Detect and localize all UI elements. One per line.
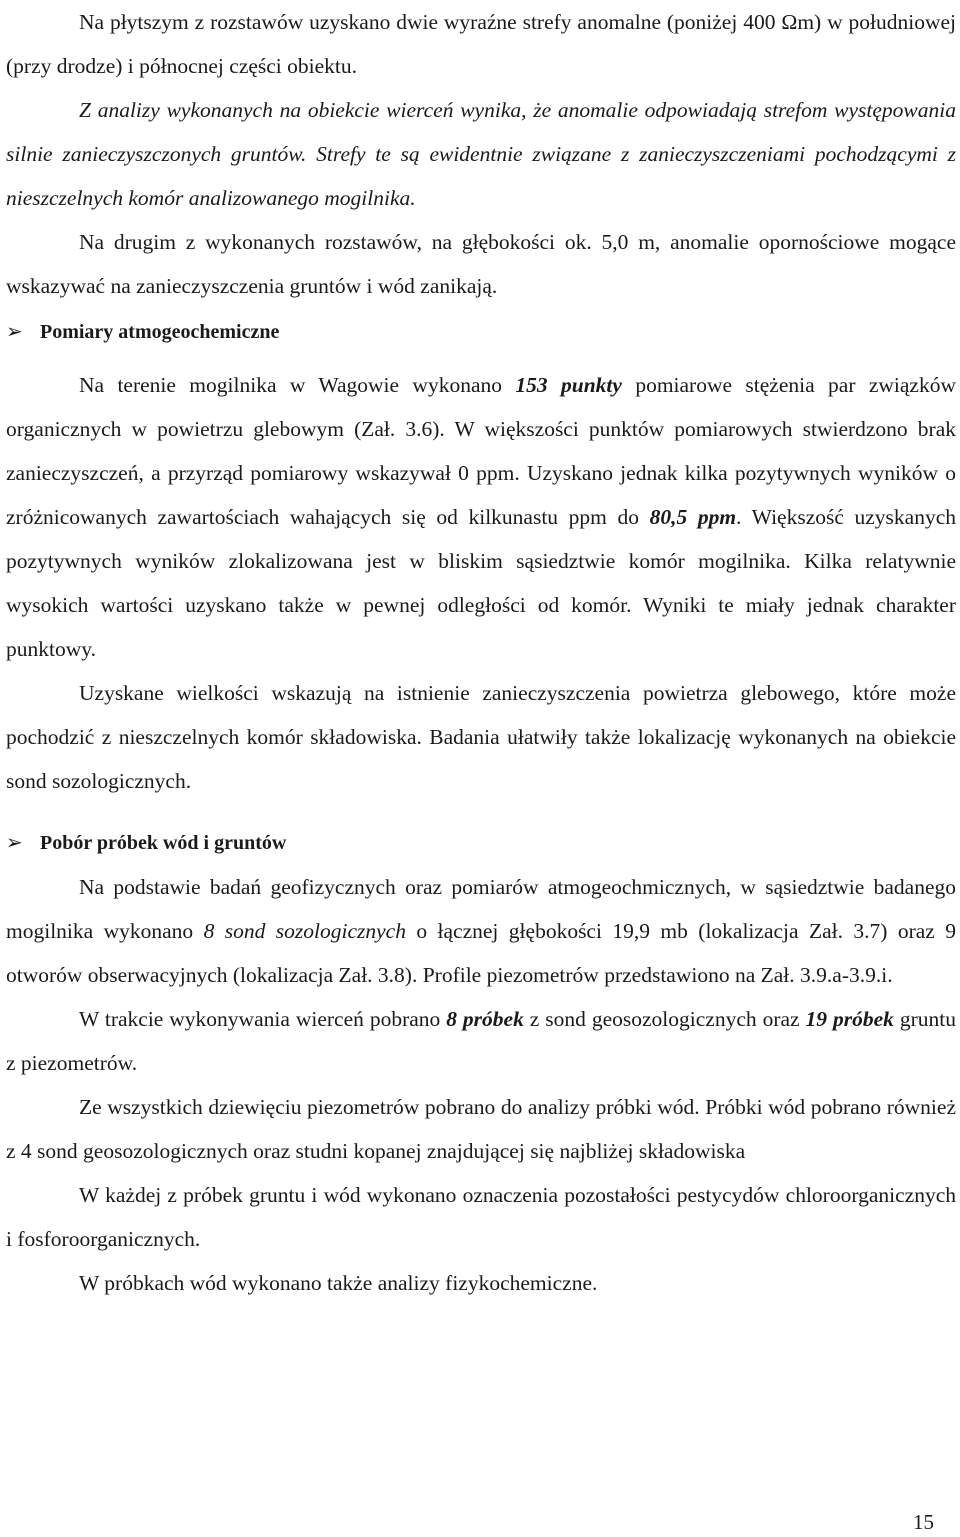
- text-span: z sond geosozologicznych oraz: [523, 1007, 806, 1031]
- section2-paragraph-2: [6, 997, 956, 1085]
- section2-paragraph-1: [6, 865, 956, 997]
- text-span: Na terenie mogilnika w Wagowie wykonano: [79, 373, 516, 397]
- text-span: o łącznej głębokości 19,9 mb (lokalizacja Zał. 3.7) oraz 9 otworów obserwacyjnych (lokalizacja Zał. 3.8). Profile piezometrów przedstawiono na Zał. 3.9.a-3.9.i.: [6, 919, 956, 987]
- text-span: Na podstawie badań geofizycznych oraz pomiarów atmogeochmicznych, w sąsiedztwie badanego mogilnika wykonano: [6, 875, 956, 943]
- text-span: pomiarowe stężenia par związków organicznych w powietrzu glebowym (Zał. 3.6). W większości punktów pomiarowych stwierdzono brak zanieczyszczeń, a przyrząd pomiarowy wskazywał 0 ppm. Uzyskano jednak kilka pozytywnych wyników o zróżnicowanych zawartościach wahających się od kilkunastu ppm do: [6, 373, 957, 529]
- section1-paragraph-2: Uzyskane wielkości wskazują na istnienie zanieczyszczenia powietrza glebowego, które może pochodzić z nieszczelnych komór składowiska. Badania ułatwiły także lokalizację wykonanych na obiekcie sond sozologicznych.: [6, 681, 956, 793]
- section-heading-atmogeochemical: [6, 310, 956, 354]
- section1-paragraph-1: [6, 363, 956, 671]
- section-title: Pobór próbek wód i gruntów: [40, 832, 287, 854]
- intro-paragraph-3: Na drugim z wykonanych rozstawów, na głębokości ok. 5,0 m, anomalie opornościowe mogące wskazywać na zanieczyszczenia gruntów i wód zanikają.: [6, 230, 956, 298]
- intro-paragraph-1: Na płytszym z rozstawów uzyskano dwie wyraźne strefy anomalne (poniżej 400 Ωm) w południowej (przy drodze) i północnej części obiektu.: [6, 10, 956, 78]
- text-span: gruntu z piezometrów.: [6, 1007, 956, 1075]
- arrow-bullet-icon: ➢: [6, 321, 23, 343]
- section2-paragraph-5: W próbkach wód wykonano także analizy fizykochemiczne.: [79, 1271, 598, 1295]
- text-span: . Większość uzyskanych pozytywnych wyników zlokalizowana jest w bliskim sąsiedztwie komór mogilnika. Kilka relatywnie wysokich wartości uzyskano także w pewnej odległości od komór. Wyniki te miały jednak charakter punktowy.: [6, 505, 956, 661]
- arrow-bullet-icon: ➢: [6, 832, 23, 854]
- section-title: Pomiary atmogeochemiczne: [40, 321, 280, 343]
- document-page: [6, 0, 956, 1305]
- emphasis-samples-piezometers: 19 próbek: [805, 1007, 894, 1031]
- emphasis-count: 153 punkty: [515, 373, 622, 397]
- emphasis-samples-sondes: 8 próbek: [446, 1007, 524, 1031]
- section2-paragraph-4: W każdej z próbek gruntu i wód wykonano oznaczenia pozostałości pestycydów chloroorganicznych i fosforoorganicznych.: [6, 1183, 956, 1251]
- emphasis-max-value: 80,5 ppm: [649, 505, 737, 529]
- emphasis-sondes: 8 sond sozologicznych: [203, 919, 406, 943]
- text-span: W trakcie wykonywania wierceń pobrano: [79, 1007, 447, 1031]
- page-number: 15: [913, 1510, 934, 1534]
- section-heading-sampling: [6, 821, 956, 865]
- intro-paragraph-2: Z analizy wykonanych na obiekcie wierceń wynika, że anomalie odpowiadają strefom występowania silnie zanieczyszczonych gruntów. Strefy te są ewidentnie związane z zanieczyszczeniami pochodzącymi z nieszczelnych komór analizowanego mogilnika.: [6, 98, 956, 210]
- section2-paragraph-3: Ze wszystkich dziewięciu piezometrów pobrano do analizy próbki wód. Próbki wód pobrano również z 4 sond geosozologicznych oraz studni kopanej znajdującej się najbliżej składowiska: [6, 1095, 956, 1163]
